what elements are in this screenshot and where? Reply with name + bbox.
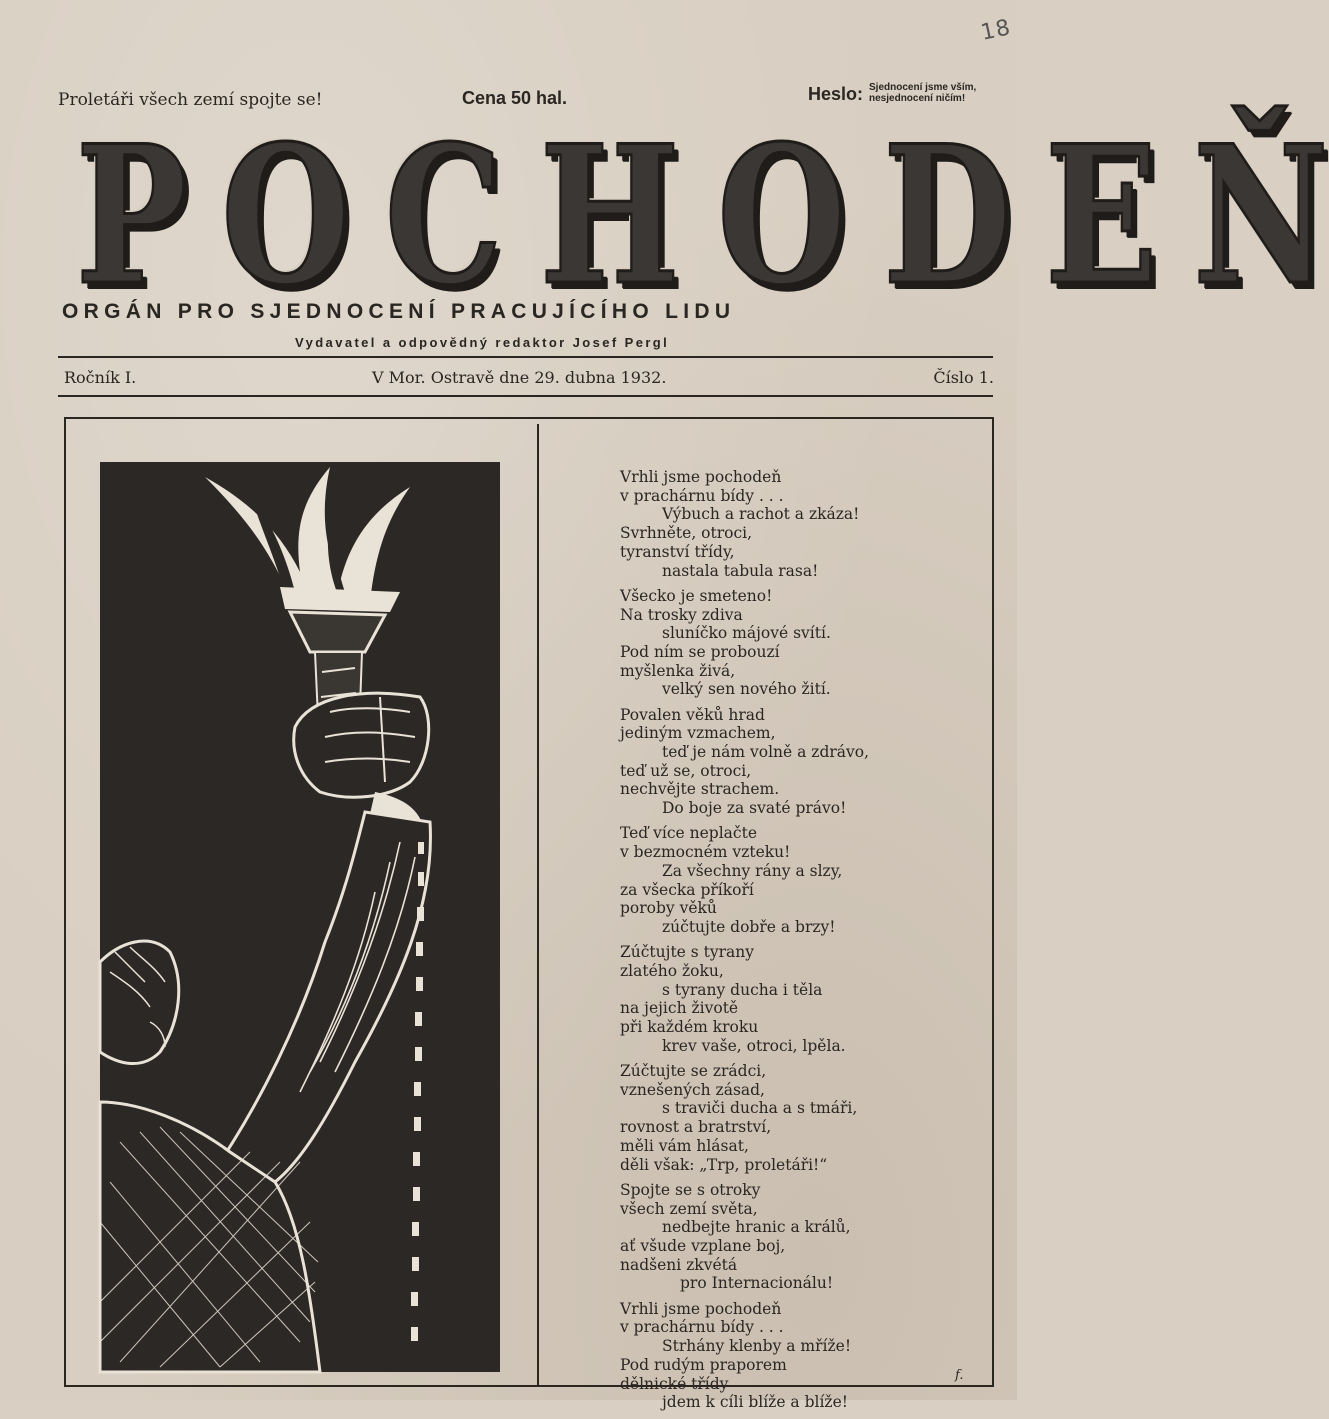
poem-line: nedbejte hranic a králů,	[662, 1218, 851, 1237]
poem-line: Teď více neplačte	[620, 824, 758, 843]
poem-line: Na trosky zdiva	[620, 605, 743, 624]
masthead-letter: Ň	[1193, 104, 1329, 327]
poem-stanza	[620, 587, 960, 699]
publisher-line: Vydavatel a odpovědný redaktor Josef Pergl	[295, 335, 670, 350]
masthead-letter: E	[1045, 104, 1159, 327]
poem-stanza	[620, 706, 960, 818]
poem-line: zlatého žoku,	[620, 961, 724, 980]
poem-line: Výbuch a rachot a zkáza!	[662, 505, 860, 524]
poem-line: Všecko je smeteno!	[620, 586, 773, 605]
torch-arm-drawing	[100, 462, 500, 1372]
poem-line: tyranství třídy,	[620, 542, 735, 561]
masthead-letter: C	[385, 104, 503, 327]
poem-line: nadšeni zkvétá	[620, 1255, 738, 1274]
poem-line: Svrhněte, otroci,	[620, 524, 753, 543]
masthead-letter: D	[882, 104, 1012, 327]
poem-line: nastala tabula rasa!	[662, 561, 819, 580]
poem-line: dělnické třídy	[620, 1374, 729, 1393]
header-rule-top	[58, 356, 993, 358]
poem-line: jdem k cíli blíže a blíže!	[662, 1393, 848, 1412]
poem-line: teď je nám volně a zdrávo,	[662, 743, 870, 762]
poem-line: myšlenka živá,	[620, 661, 736, 680]
poem-line: všech zemí světa,	[620, 1199, 758, 1218]
poem-line: sluníčko májové svítí.	[662, 624, 831, 643]
volume: Ročník I.	[64, 368, 137, 387]
poem-line: v prachárnu bídy . . .	[620, 1318, 784, 1337]
masthead-letter: O	[717, 104, 847, 327]
poem-line: Za všechny rány a slzy,	[662, 861, 843, 880]
motto	[808, 82, 985, 105]
poem-line: měli vám hlásat,	[620, 1136, 749, 1155]
poem-line: v bezmocném vzteku!	[620, 843, 791, 862]
poem-line: Strhány klenby a mříže!	[662, 1337, 852, 1356]
poem-line: Vrhli jsme pochodeň	[620, 468, 782, 486]
poem-line: děli však: „Trp, proletáři!“	[620, 1155, 828, 1174]
poem-line: s tyrany ducha i těla	[662, 980, 823, 999]
masthead-letter: H	[539, 104, 680, 327]
issue-date: V Mor. Ostravě dne 29. dubna 1932.	[372, 368, 667, 387]
poem-line: nechvějte strachem.	[620, 780, 780, 799]
poem-stanza	[620, 1181, 960, 1293]
poem-line: Pod ním se probouzí	[620, 642, 780, 661]
masthead-subtitle: ORGÁN PRO SJEDNOCENÍ PRACUJÍCÍHO LIDU	[62, 300, 736, 323]
motto-text: Sjednocení jsme vším, nesjednocení ničím!	[869, 82, 977, 104]
issue-number: Číslo 1.	[933, 368, 994, 387]
masthead-letter: P	[75, 104, 188, 327]
poem-line: v prachárnu bídy . . .	[620, 486, 784, 505]
poem-line: Vrhli jsme pochodeň	[620, 1299, 782, 1318]
poem-line: Povalen věků hrad	[620, 705, 765, 724]
poem-line: krev vaše, otroci, lpěla.	[662, 1036, 846, 1055]
poem-stanza	[620, 468, 960, 580]
poem-line: s traviči ducha a s tmáři,	[662, 1099, 858, 1118]
poem-line: Spojte se s otroky	[620, 1180, 761, 1199]
author-initial: f.	[955, 1368, 964, 1383]
poem-line: velký sen nového žití.	[662, 680, 831, 699]
price: Cena 50 hal.	[462, 88, 568, 108]
poem-line: Do boje za svaté právo!	[662, 799, 847, 818]
slogan: Proletáři všech zemí spojte se!	[58, 90, 323, 110]
poem-stanza	[620, 1062, 960, 1174]
masthead-letter: O	[221, 104, 351, 327]
handwritten-note: 18	[978, 15, 1014, 46]
poem-line: jediným vzmachem,	[620, 724, 776, 743]
column-divider	[537, 424, 539, 1386]
poem-line: Zúčtujte s tyrany	[620, 943, 755, 962]
poem-line: ať všude vzplane boj,	[620, 1236, 786, 1255]
poem-stanza	[620, 943, 960, 1055]
motto-label: Heslo:	[808, 84, 864, 104]
poem-line: pro Internacionálu!	[680, 1274, 834, 1293]
poem-stanza	[620, 824, 960, 936]
poem-line: na jejich životě	[620, 999, 739, 1018]
poem-line: Zúčtujte se zrádci,	[620, 1062, 767, 1081]
poem-line: zúčtujte dobře a brzy!	[662, 917, 836, 936]
poem-line: poroby věků	[620, 899, 717, 918]
poem-line: při každém kroku	[620, 1018, 759, 1037]
poem-line: za všecka příkoří	[620, 880, 754, 899]
poem	[620, 468, 960, 1419]
poem-line: rovnost a bratrství,	[620, 1118, 772, 1137]
poem-stanza	[620, 1300, 960, 1412]
header-rule-bottom	[58, 395, 993, 397]
poem-line: teď už se, otroci,	[620, 761, 752, 780]
torch-woodcut-illustration	[100, 462, 500, 1372]
poem-line: Pod rudým praporem	[620, 1355, 787, 1374]
poem-line: vznešených zásad,	[620, 1080, 765, 1099]
